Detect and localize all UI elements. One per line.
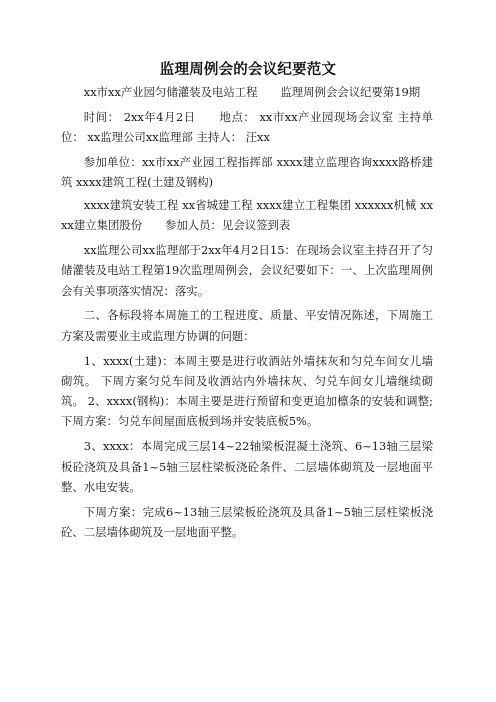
paragraph-meeting-intro: xx监理公司xx监理部于2xx年4月2日15：在现场会议室主持召开了匀储灌装及电站工程第19次监理周例会，会议纪要如下：一、上次监理周例会有关事项落实情况：落实。 [61,243,433,298]
paragraph-item-three: 3、xxxx：本周完成三层14~22轴梁板混凝土浇筑、6~13轴三层梁板砼浇筑及具备1~5轴三层柱梁板浇砼条件、二层墙体砌筑及一层地面平整、水电安装。 [61,439,433,494]
paragraph-project-header: xx市xx产业园匀储灌装及电站工程 监理周例会会议纪要第19期 [83,85,421,99]
paragraph-section-two: 二、各标段将本周施工的工程进度、质量、平安情况陈述，下周施工方案及需要业主或监理方协调的问题： [61,308,433,343]
document-body [61,82,433,547]
document-title: 监理周例会的会议纪要范文 [159,62,337,78]
paragraph-item-one-two: 1、xxxx(土建)：本周主要是进行收酒站外墙抹灰和匀兑车间女儿墙砌筑。 下周方案匀兑车间及收酒站内外墙抹灰、匀兑车间女儿墙继续砌筑。 2、xxxx(钢构)：本周主要是进行预留和变更追加檩条的安装和调整; 下周方案：匀兑车间屋面底板到场并安装底板5%。 [61,353,433,429]
paragraph-participants-continued: xxxx建筑安装工程 xx省城建工程 xxxx建立工程集团 xxxxxx机械 xxxx建立集团股份 参加人员：见会议签到表 [61,197,433,233]
paragraph-time-location: 时间： 2xx年4月2日 地点： xx市xx产业园现场会议室 主持单位： xx监理公司xx监理部 主持人： 汪xx [61,109,433,145]
paragraph-participants: 参加单位：xx市xx产业园工程指挥部 xxxx建立监理咨询xxxx路桥建筑 xxxx建筑工程(土建及钢构) [61,154,433,190]
paragraph-next-week-plan: 下周方案：完成6~13轴三层梁板砼浇筑及具备1~5轴三层柱梁板浇砼、二层墙体砌筑及一层地面平整。 [61,504,433,539]
